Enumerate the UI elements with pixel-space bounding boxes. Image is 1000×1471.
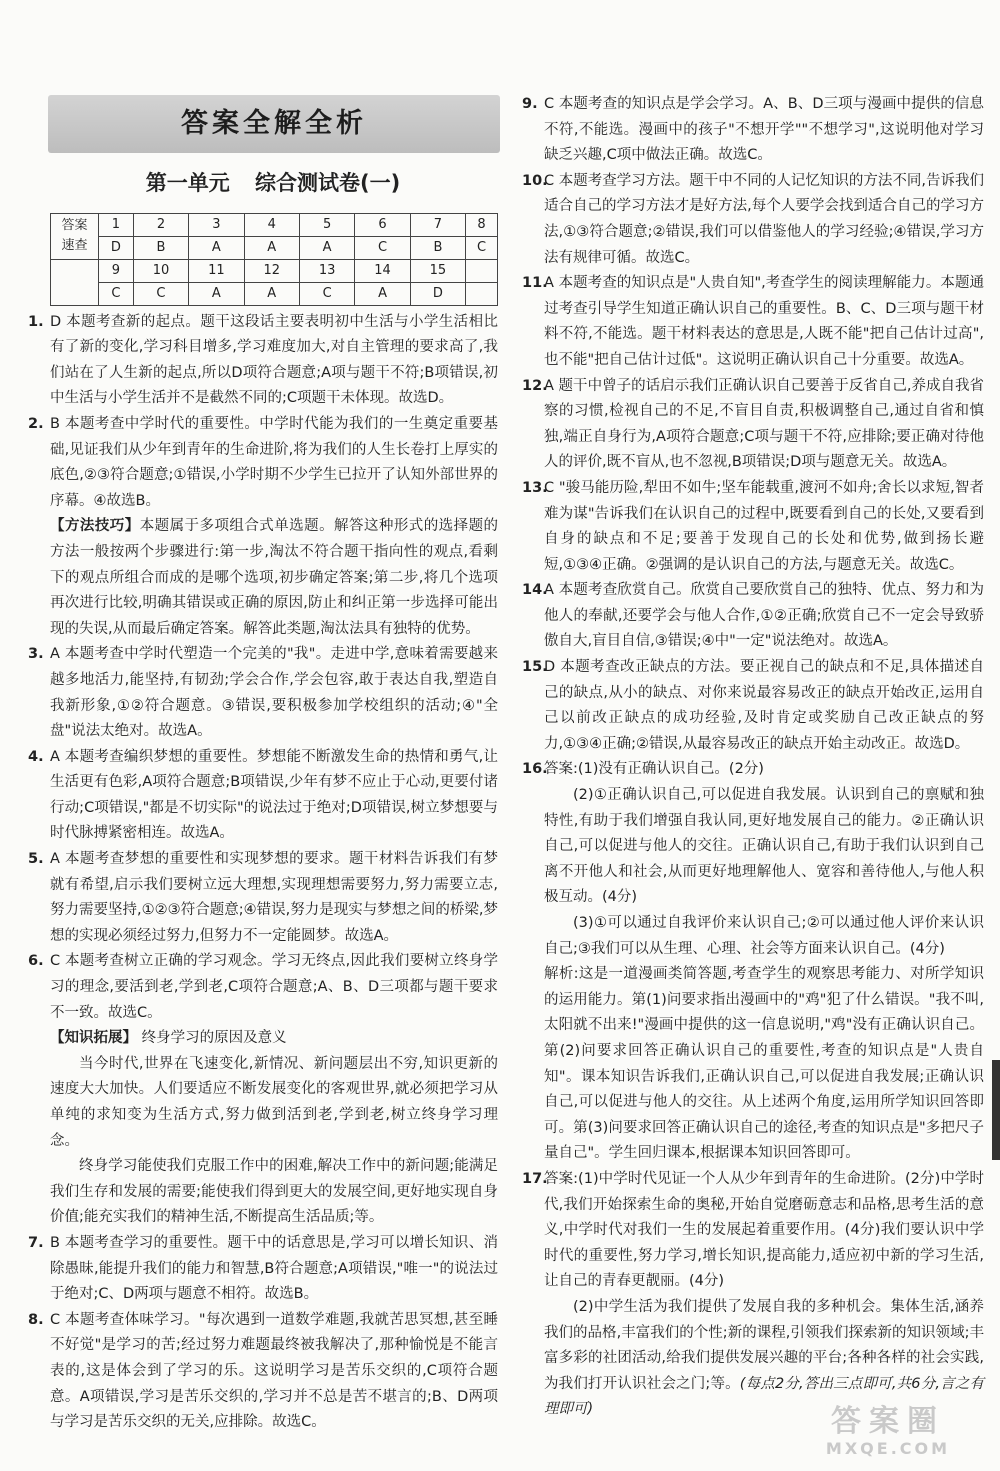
- answer-item-16: 16. 答案:(1)没有正确认识自己。(2分) (2)①正确认识自己,可以促进自我发展。认识到自己的禀赋和独特性,有助于我们增强自我认同,更好地发展自己的能力。②正确认识自己,可以促进与他人的交往。正确认识自己,有助于我们认识到自己离不开他人和社会,从而更好地理解他人、宽容和善待他人,与他人积极互动。(4分) (3)①可以通过自我评价来认识自己;②可以通过他人评价来认识自己;③我们可以从生理、心理、社会等方面来认识自己。(4分) 解析:这是一道漫画类简答题,考查学生的观察思考能力、对所学知识的运用能力。第(1)问要求指出漫画中的"鸡"犯了什么错误。"我不叫,太阳就不出来!"漫画中提供的这一信息说明,"鸡"没有正确认识自己。第(2)问要求回答正确认识自己的重要性,考查的知识点是"人贵自知"。课本知识告诉我们,正确认识自己,可以促进自我发展;正确认识自己,可以促进与他人的交往。从上述两个角度,运用所学知识回答即可。第(3)问要求回答正确认识自己的途径,考查的知识点是"多把尺子量自己"。学生回归课本,根据课本知识回答即可。: [522, 757, 984, 1167]
- table-cell: 3: [189, 213, 244, 236]
- table-row: [51, 259, 498, 282]
- q17-scoring-note: (每点2分,答出三点即可,共6分,言之有理即可): [544, 1375, 984, 1418]
- table-cell: 4: [244, 213, 299, 236]
- left-column: [28, 92, 498, 1436]
- method-tip: [28, 514, 498, 642]
- answer-side-label-blank: [51, 259, 99, 305]
- answer-item-6: 6. C 本题考查树立正确的学习观念。学习无终点,因此我们要树立终身学习的理念,要活到老,学到老,C项符合题意;A、B、D三项都与题干要求不一致。故选C。: [28, 953, 498, 1021]
- table-cell: C: [99, 282, 134, 305]
- table-cell: D: [99, 236, 134, 259]
- table-cell: 14: [355, 259, 410, 282]
- table-row: [51, 236, 498, 259]
- answer-item-10: 10. C 本题考查学习方法。题干中不同的人记忆知识的方法不同,告诉我们适合自己的学习方法才是好方法,每个人要学会找到适合自己的学习方法,①③符合题意;②错误,我们可以借鉴他人的学习经验;④错误,学习方法有规律可循。故选C。: [522, 172, 984, 266]
- table-cell: A: [244, 282, 299, 305]
- table-cell: 7: [410, 213, 465, 236]
- knowledge-ext-tag: 【知识拓展】: [50, 1030, 137, 1047]
- table-cell: 5: [299, 213, 354, 236]
- answer-item-8: 8. C 本题考查体味学习。"每次遇到一道数学难题,我就苦思冥想,甚至睡不好觉"是学习的苦;经过努力难题最终被我解决了,那种愉悦是不能言表的,这是体会到了学习的乐。这说明学习是苦乐交织的,C项符合题意。A项错误,学习是苦乐交织的,学习并不总是苦不堪言的;B、D两项与学习是苦乐交织的无关,应排除。故选C。: [28, 1311, 498, 1431]
- answer-title-banner: 答案全解全析: [48, 95, 500, 153]
- table-cell: 11: [189, 259, 244, 282]
- method-tip-text: 本题属于多项组合式单选题。解答这种形式的选择题的方法一般按两个步骤进行:第一步,淘汰不符合题干指向性的观点,看剩下的观点所组合而成的是哪个选项,初步确定答案;第二步,将几个选项再次进行比较,明确其错误或正确的原因,防止和纠正第一步选择可能出现的失误,从而最后确定答案。解答此类题,淘汰法具有独特的优势。: [50, 518, 499, 637]
- table-row: [51, 282, 498, 305]
- q16-answer-2: (2)①正确认识自己,可以促进自我发展。认识到自己的禀赋和独特性,有助于我们增强自我认同,更好地发展自己的能力。②正确认识自己,可以促进与他人的交往。正确认识自己,有助于我们认识到自己离不开他人和社会,从而更好地理解他人、宽容和善待他人,与他人积极互动。(4分): [544, 787, 984, 906]
- table-cell: B: [410, 236, 465, 259]
- table-cell: B: [133, 236, 188, 259]
- q16-answer-3: (3)①可以通过自我评价来认识自己;②可以通过他人评价来认识自己;③我们可以从生理、心理、社会等方面来认识自己。(4分): [544, 915, 984, 957]
- table-cell: A: [355, 282, 410, 305]
- table-cell: 8: [466, 213, 498, 236]
- right-column: [522, 92, 984, 1423]
- answer-item-15: 15. D 本题考查改正缺点的方法。要正视自己的缺点和不足,具体描述自己的缺点,从小的缺点、对你来说最容易改正的缺点开始改正,运用自己以前改正缺点的成功经验,及时肯定或奖励自己改正缺点的努力,①③④正确;②错误,从最容易改正的缺点开始主动改正。故选D。: [522, 659, 984, 752]
- table-cell: C: [299, 282, 354, 305]
- table-row: [51, 213, 498, 236]
- table-cell: [466, 282, 498, 305]
- method-tip-tag: 【方法技巧】: [50, 518, 140, 535]
- answer-item-9: 9. C 本题考查的知识点是学会学习。A、B、D三项与漫画中提供的信息不符,不能选。漫画中的孩子"不想开学""不想学习",这说明他对学习缺乏兴趣,C项中做法正确。故选C。: [522, 96, 984, 164]
- knowledge-ext-title: 终身学习的原因及意义: [141, 1030, 287, 1047]
- table-cell: A: [189, 282, 244, 305]
- page-edge-tab: [992, 1060, 1000, 1160]
- table-cell: 9: [99, 259, 134, 282]
- table-cell: A: [244, 236, 299, 259]
- answer-item-11: 11. A 本题考查的知识点是"人贵自知",考查学生的阅读理解能力。本题通过考查引导学生知道正确认识自己的重要性。B、C、D三项与题干材料不符,不能选。题干材料表达的意思是,人既不能"把自己估计过高",也不能"把自己估计过低"。这说明正确认识自己十分重要。故选A。: [522, 275, 984, 368]
- table-cell: 1: [99, 213, 134, 236]
- table-cell: A: [299, 236, 354, 259]
- unit-title: 第一单元 综合测试卷(一): [145, 171, 401, 195]
- table-cell: D: [410, 282, 465, 305]
- answer-item-1: 1. D 本题考查新的起点。题干这段话主要表明初中生活与小学生活相比有了新的变化,学习科目增多,学习难度加大,对自主管理的要求高了,我们站在了人生新的起点,所以D项符合题意;A项与题干不符;B项错误,初中生活与小学生活并不是截然不同的;C项题干未体现。故选D。: [28, 313, 498, 407]
- q16-analysis: 解析:这是一道漫画类简答题,考查学生的观察思考能力、对所学知识的运用能力。第(1)问要求指出漫画中的"鸡"犯了什么错误。"我不叫,太阳就不出来!"漫画中提供的这一信息说明,"鸡"没有正确认识自己。第(2)问要求回答正确认识自己的重要性,考查的知识点是"人贵自知"。课本知识告诉我们,正确认识自己,可以促进自我发展;正确认识自己,可以促进与他人的交往。从上述两个角度,运用所学知识回答即可。第(3)问要求回答正确认识自己的途径,考查的知识点是"多把尺子量自己"。学生回归课本,根据课本知识回答即可。: [544, 966, 984, 1162]
- answer-side-label: 答案 速查: [51, 213, 99, 259]
- knowledge-ext-para-2: 终身学习能使我们克服工作中的困难,解决工作中的新问题;能满足我们生存和发展的需要;能使我们得到更大的发展空间,更好地实现自身价值;能充实我们的精神生活,不断提高生活品质;等。: [50, 1158, 498, 1226]
- table-cell: 13: [299, 259, 354, 282]
- table-cell: C: [466, 236, 498, 259]
- answer-item-4: 4. A 本题考查编织梦想的重要性。梦想能不断激发生命的热情和勇气,让生活更有色彩,A项符合题意;B项错误,少年有梦不应止于心动,更要付诸行动;C项错误,"都是不切实际"的说法过于绝对;D项错误,树立梦想要与时代脉搏紧密相连。故选A。: [28, 748, 498, 842]
- table-cell: A: [189, 236, 244, 259]
- table-cell: 6: [355, 213, 410, 236]
- q17-answer-1: 答案:(1)中学时代见证一个人从少年到青年的生命进阶。(2分)中学时代,我们开始探索生命的奥秘,开始自觉磨砺意志和品格,思考生活的意义,中学时代对我们一生的发展起着重要作用。(4分)我们要认识中学时代的重要性,努力学习,增长知识,提高能力,适应初中新的学习生活,让自己的青春更靓丽。(4分): [544, 1170, 984, 1290]
- table-cell: C: [133, 282, 188, 305]
- answer-item-5: 5. A 本题考查梦想的重要性和实现梦想的要求。题干材料告诉我们有梦就有希望,启示我们要树立远大理想,实现理想需要努力,努力需要立志,努力需要坚持,①②③符合题意;④错误,努力是现实与梦想之间的桥梁,梦想的实现必须经过努力,但努力不一定能圆梦。故选A。: [28, 851, 498, 944]
- table-cell: 10: [133, 259, 188, 282]
- table-cell: 12: [244, 259, 299, 282]
- q17-answer-2: (2)中学生活为我们提供了发展自我的多种机会。集体生活,涵养我们的品格,丰富我们的个性;新的课程,引领我们探索新的知识领域;丰富多彩的社团活动,给我们提供发展兴趣的平台;各种各样的社会实践,为我们打开认识社会之门;等。: [544, 1298, 984, 1392]
- table-cell: C: [355, 236, 410, 259]
- answer-item-7: 7. B 本题考查学习的重要性。题干中的话意思是,学习可以增长知识、消除愚昧,能提升我们的能力和智慧,B符合题意;A项错误,"唯一"的说法过于绝对;C、D两项与题意不相符。故选B。: [28, 1234, 498, 1303]
- q16-answer-1: 答案:(1)没有正确认识自己。(2分): [544, 761, 764, 778]
- answer-item-3: 3. A 本题考查中学时代塑造一个完美的"我"。走进中学,意味着需要越来越多地活力,能坚持,有韧劲;学会合作,学会包容,敢于表达自我,塑造自我新形象,①②符合题意。③错误,要积极参加学校组织的活动;④"全盘"说法太绝对。故选A。: [28, 646, 498, 740]
- answer-item-13: 13. C "骏马能历险,犁田不如牛;坚车能载重,渡河不如舟;舍长以求短,智者难为谋"告诉我们在认识自己的过程中,既要看到自己的长处,又要看到自身的缺点和不足;要善于发现自己的长处和优势,做到扬长避短,①③④正确。②强调的是认识自己的方法,与题意无关。故选C。: [522, 479, 984, 573]
- answer-quick-table: [50, 213, 498, 306]
- table-cell: [466, 259, 498, 282]
- answer-item-17: 17. 答案:(1)中学时代见证一个人从少年到青年的生命进阶。(2分)中学时代,我们开始探索生命的奥秘,开始自觉磨砺意志和品格,思考生活的意义,中学时代对我们一生的发展起着重要作用。(4分)我们要认识中学时代的重要性,努力学习,增长知识,提高能力,适应初中新的学习生活,让自己的青春更靓丽。(4分) (2)中学生活为我们提供了发展自我的多种机会。集体生活,涵养我们的品格,丰富我们的个性;新的课程,引领我们探索新的知识领域;丰富多彩的社团活动,给我们提供发展兴趣的平台;各种各样的社会实践,为我们打开认识社会之门;等。(每点2分,答出三点即可,共6分,言之有理即可): [522, 1167, 984, 1423]
- knowledge-extension: [28, 1026, 498, 1231]
- watermark-logo: 答案圈 MXQE.COM: [825, 1404, 951, 1458]
- answer-item-14: 14. A 本题考查欣赏自己。欣赏自己要欣赏自己的独特、优点、努力和为他人的奉献,还要学会与他人合作,①②正确;欣赏自己不一定会导致骄傲自大,盲目自信,③错误;④中"一定"说法绝对。故选A。: [522, 582, 984, 650]
- table-cell: 2: [133, 213, 188, 236]
- knowledge-ext-para-1: 当今时代,世界在飞速变化,新情况、新问题层出不穷,知识更新的速度大大加快。人们要适应不断发展变化的客观世界,就必须把学习从单纯的求知变为生活方式,努力做到活到老,学到老,树立终身学习理念。: [50, 1055, 498, 1149]
- answer-item-12: 12. A 题干中曾子的话启示我们正确认识自己要善于反省自己,养成自我省察的习惯,检视自己的不足,不盲目自责,积极调整自己,通过自省和慎独,端正自身行为,A项符合题意;C项与题干不符,应排除;要正确对待他人的评价,既不盲从,也不忽视,B项错误;D项与题意无关。故选A。: [522, 377, 984, 471]
- answer-item-2: 2. B 本题考查中学时代的重要性。中学时代能为我们的一生奠定重要基础,见证我们从少年到青年的生命进阶,将为我们的人生长卷打上厚实的底色,②③符合题意;①错误,小学时期不少学生已拉开了认知外部世界的序幕。④故选B。: [28, 415, 498, 509]
- table-cell: 15: [410, 259, 465, 282]
